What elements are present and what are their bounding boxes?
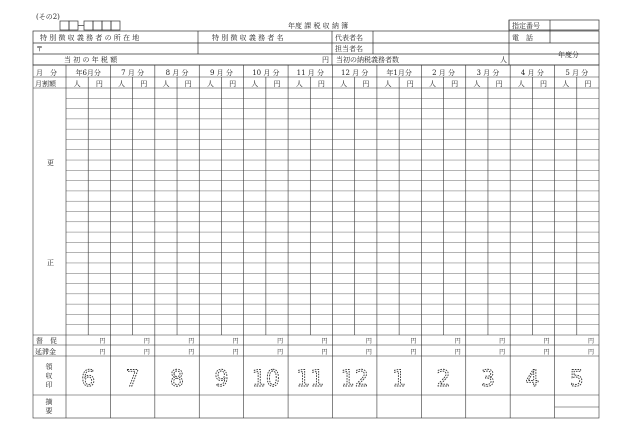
month-header-11: 4 月 分 [520,69,544,77]
yen-unit: 円 [273,80,281,88]
late-fee-row-label: 延滞金 [35,348,56,356]
contact-person-label: 担当者名 [335,45,363,53]
monthly-grid [33,65,599,418]
initial-tax-label: 当 初 の 年 税 額 [64,56,118,64]
receipt-month-digit: 5 [569,367,584,392]
phone-label: 電 話 [512,34,533,42]
designation-code-boxes[interactable] [60,21,120,30]
yen-unit: 円 [95,80,103,88]
late-fee-yen-unit: 円 [543,349,550,356]
initial-taxpayers-label: 当初の納税義務者数 [336,56,399,64]
reminder-yen-unit: 円 [410,338,417,345]
late-fee-yen-unit: 円 [587,349,594,356]
yen-unit: 円 [184,80,192,88]
fiscal-year-label: 年度分 [558,51,579,59]
late-fee-yen-unit: 円 [454,349,461,356]
person-unit: 人 [206,80,214,88]
person-unit: 人 [340,80,348,88]
reminder-yen-unit: 円 [543,338,550,345]
initial-tax-yen-unit: 円 [322,56,329,64]
collector-name-label: 特 別 徴 収 義 務 者 名 [212,34,284,42]
yen-unit: 円 [317,80,325,88]
month-header-10: 3 月 分 [476,69,500,77]
reminder-yen-unit: 円 [454,338,461,345]
receipt-month-digit: 1 [392,367,407,392]
month-header-12: 5 月 分 [565,69,589,77]
month-header-5: 10 月 分 [252,69,280,77]
month-header-9: 2 月 分 [432,69,455,77]
form-title: 年度 課 税 収 納 簿 [288,22,349,30]
yen-unit: 円 [140,80,148,88]
late-fee-yen-unit: 円 [99,349,106,356]
month-row-label: 月 分 [36,69,57,77]
receipt-month-digit: 12 [340,367,369,392]
month-header-2: 7 月 分 [121,69,145,77]
receipt-month-digit: 10 [251,367,280,392]
correction-row-label-2: 正 [47,259,54,267]
reminder-yen-unit: 円 [365,338,372,345]
receipt-month-digit: 7 [125,367,140,392]
form-code: (その2) [36,13,60,21]
reminder-row-label: 督 促 [36,337,57,345]
reminder-yen-unit: 円 [99,338,106,345]
reminder-yen-unit: 円 [188,338,195,345]
receipt-stamp-label-char: 領 [45,363,53,371]
yen-unit: 円 [451,80,459,88]
remarks-label-char: 要 [45,407,53,415]
person-unit: 人 [473,80,481,88]
month-header-1: 年6月分 [75,69,101,77]
yen-unit: 円 [229,80,237,88]
late-fee-yen-unit: 円 [410,349,417,356]
person-unit: 人 [428,80,436,88]
month-header-3: 8 月 分 [165,69,189,77]
remarks-label-char: 摘 [45,398,53,406]
month-header-6: 11 月 分 [296,69,324,77]
person-unit: 人 [562,80,570,88]
receipt-stamp-label-char: 収 [45,372,53,380]
yen-unit: 円 [539,80,547,88]
late-fee-yen-unit: 円 [277,349,284,356]
receipt-month-digit: 11 [296,367,325,392]
monthly-amount-row-label: 月割額 [35,80,56,88]
yen-unit: 円 [406,80,414,88]
late-fee-yen-unit: 円 [321,349,328,356]
receipt-stamp-label-char: 印 [45,381,53,389]
reminder-yen-unit: 円 [143,338,150,345]
person-unit: 人 [162,80,170,88]
person-unit: 人 [384,80,392,88]
late-fee-yen-unit: 円 [143,349,150,356]
reminder-yen-unit: 円 [499,338,506,345]
late-fee-yen-unit: 円 [499,349,506,356]
receipt-month-digit: 2 [436,367,451,392]
correction-row-label-1: 更 [47,159,54,167]
yen-unit: 円 [362,80,370,88]
receipt-month-digit: 8 [170,367,185,392]
receipt-month-digit: 9 [214,367,229,392]
receipt-month-digit: 4 [525,367,540,392]
yen-unit: 円 [584,80,592,88]
initial-taxpayers-unit: 人 [500,56,507,64]
month-header-8: 年1月分 [386,69,412,77]
month-header-4: 9 月 分 [210,69,233,77]
reminder-yen-unit: 円 [321,338,328,345]
grid-outer-border [33,65,599,418]
postal-mark: 〒 [36,45,43,53]
receipt-month-digit: 3 [480,367,495,392]
reminder-yen-unit: 円 [277,338,284,345]
person-unit: 人 [517,80,525,88]
collector-address-label: 特 別 徴 収 義 務 者 の 所 在 地 [40,34,140,42]
person-unit: 人 [251,80,259,88]
receipt-month-digit: 6 [81,367,96,392]
person-unit: 人 [118,80,126,88]
reminder-yen-unit: 円 [587,338,594,345]
late-fee-yen-unit: 円 [188,349,195,356]
person-unit: 人 [73,80,81,88]
designation-number-label: 指定番号 [512,22,540,30]
representative-label: 代表者名 [335,34,363,42]
person-unit: 人 [295,80,303,88]
late-fee-yen-unit: 円 [232,349,239,356]
reminder-yen-unit: 円 [232,338,239,345]
late-fee-yen-unit: 円 [365,349,372,356]
month-header-7: 12 月 分 [341,69,369,77]
yen-unit: 円 [495,80,503,88]
